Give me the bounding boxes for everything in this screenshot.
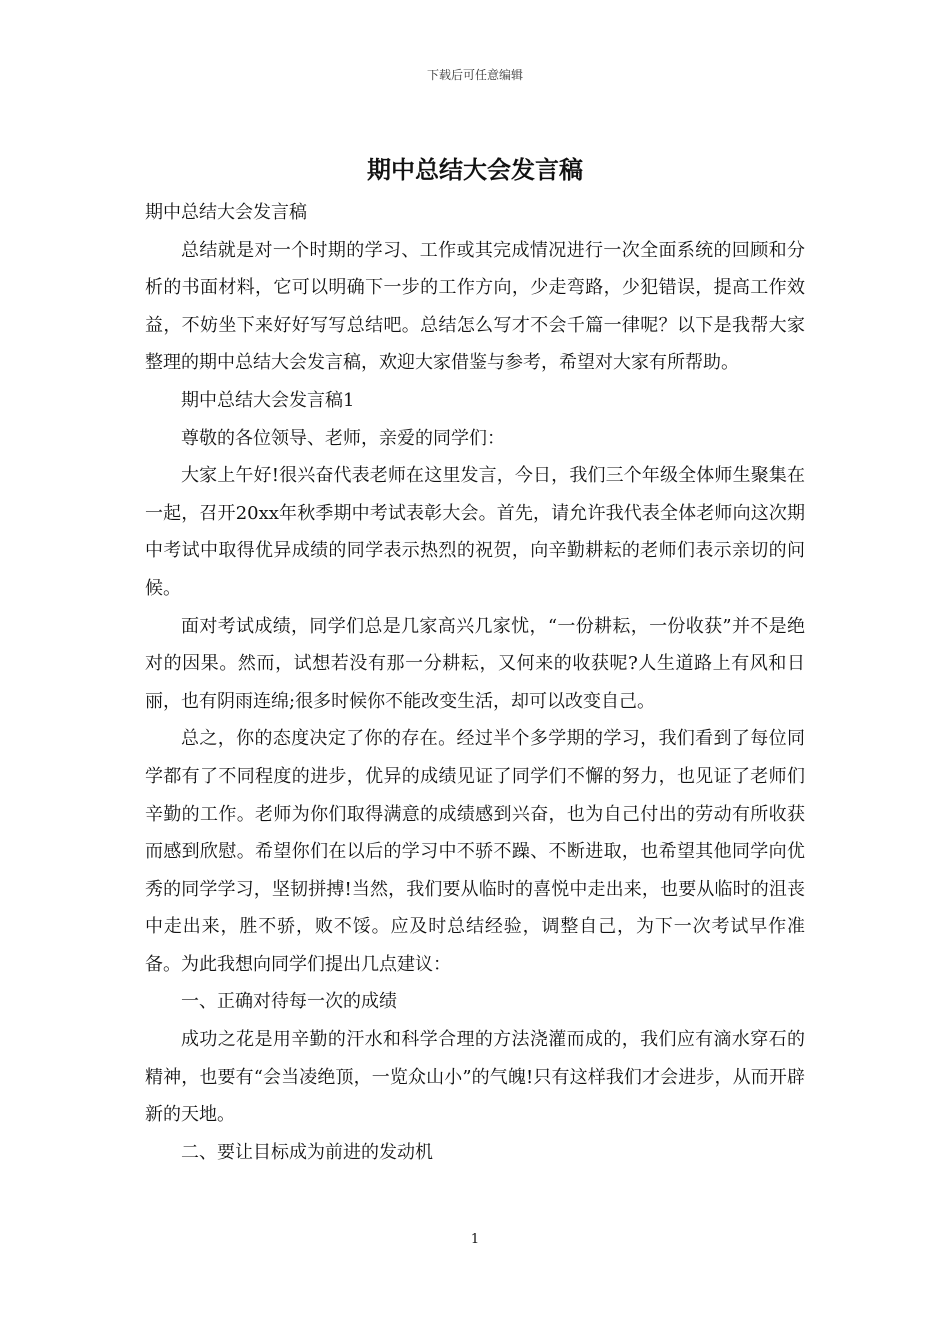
paragraph: 大家上午好!很兴奋代表老师在这里发言，今日，我们三个年级全体师生聚集在一起，召开20xx年秋季期中考试表彰大会。首先，请允许我代表全体老师向这次期中考试中取得优异成绩的同学表示热烈的祝贺，向辛勤耕耘的老师们表示亲切的问候。 (145, 465, 805, 599)
paragraph: 面对考试成绩，同学们总是几家高兴几家忧，“一份耕耘，一份收获”并不是绝对的因果。然而，试想若没有那一分耕耘，又何来的收获呢?人生道路上有风和日丽，也有阴雨连绵;很多时候你不能改变生活，却可以改变自己。 (145, 615, 805, 712)
paragraph: 成功之花是用辛勤的汗水和科学合理的方法浇灌而成的，我们应有滴水穿石的精神，也要有“会当凌绝顶，一览众山小”的气魄!只有这样我们才会进步，从而开辟新的天地。 (145, 1029, 805, 1126)
paragraph: 总结就是对一个时期的学习、工作或其完成情况进行一次全面系统的回顾和分析的书面材料，它可以明确下一步的工作方向，少走弯路，少犯错误，提高工作效益，不妨坐下来好好写写总结吧。总结怎么写才不会千篇一律呢？以下是我帮大家整理的期中总结大会发言稿，欢迎大家借鉴与参考，希望对大家有所帮助。 (145, 239, 805, 374)
header-note: 下载后可任意编辑 (426, 68, 523, 82)
paragraph: 总之，你的态度决定了你的存在。经过半个多学期的学习，我们看到了每位同学都有了不同程度的进步，优异的成绩见证了同学们不懈的努力，也见证了老师们辛勤的工作。老师为你们取得满意的成绩感到兴奋，也为自己付出的劳动有所收获而感到欣慰。希望你们在以后的学习中不骄不躁、不断进取，也希望其他同学向优秀的同学学习，坚韧拼搏!当然，我们要从临时的喜悦中走出来，也要从临时的沮丧中走出来，胜不骄，败不馁。应及时总结经验，调整自己，为下一次考试早作准备。为此我想向同学们提出几点建议： (145, 728, 805, 975)
salutation: 尊敬的各位领导、老师，亲爱的同学们： (181, 427, 505, 449)
document-body (145, 194, 805, 1171)
document-title: 期中总结大会发言稿 (367, 155, 583, 184)
section-heading: 期中总结大会发言稿1 (181, 389, 355, 411)
list-heading: 一、正确对待每一次的成绩 (181, 991, 397, 1013)
list-heading: 二、要让目标成为前进的发动机 (181, 1141, 433, 1163)
page-number: 1 (470, 1232, 480, 1247)
paragraph: 期中总结大会发言稿 (145, 202, 307, 223)
